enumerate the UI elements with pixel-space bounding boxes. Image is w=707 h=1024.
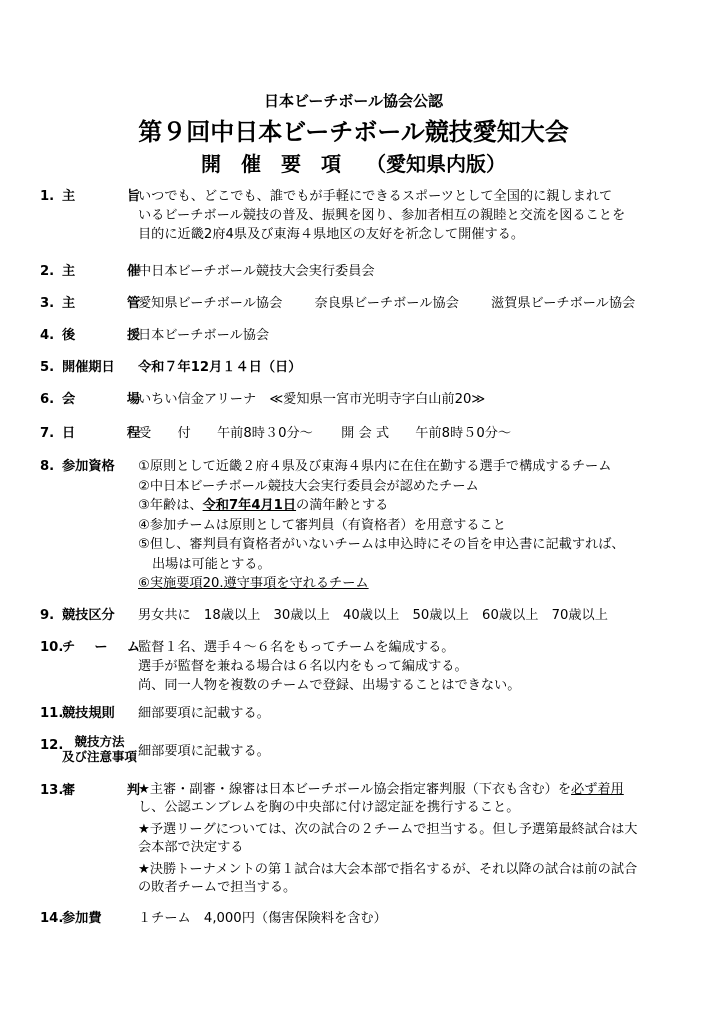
authorized-line: 日本ビーチボール協会公認 [263,92,444,110]
subtitle-main: 開 催 要 項 [201,152,342,176]
section-content: いつでも、どこでも、誰でもが手軽にできるスポーツとして全国的に親しまれて いるビーチボール競技の普及、振興を図り、参加者相互の親睦と交流を図ることを 目的に近畿2府4県及び東海４県地区の友好を祈念して開催する。 [138,189,626,242]
page-subtitle [0,148,707,177]
subtitle-sub: （愛知県内版） [365,152,506,176]
section-number: 1. [40,189,55,204]
section-label: 主 旨 [62,189,140,204]
page-title: 第９回中日本ビーチボール競技愛知大会 [138,118,569,146]
